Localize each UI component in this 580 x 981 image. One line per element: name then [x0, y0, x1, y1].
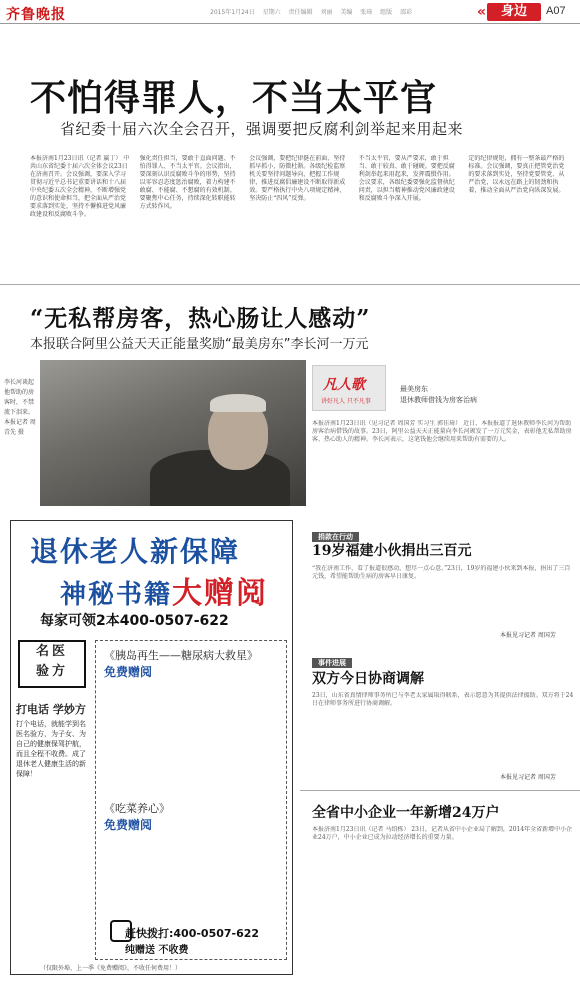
ad-phone-line: 每家可领2本400-0507-622	[40, 613, 229, 629]
newspaper-logo: 齐鲁晚报	[6, 7, 66, 23]
column-logo-slogan: 讲好凡人 只不凡事	[321, 398, 371, 405]
ad-title-2-pre: 神秘书籍	[60, 580, 173, 610]
section-label: « 身边	[487, 3, 541, 21]
ad-free-note: 纯赠送 不收费	[125, 945, 189, 956]
tag-wrapper-4	[312, 650, 352, 669]
ad-title-1: 退休老人新保障	[30, 535, 241, 568]
story4-body: 23日，山东省真情律师事务所已与李老太家属取得联系，表示愿意为其提供法律援助。双方将于24日在律师事务所进行协商调解。	[312, 692, 574, 707]
ad-book1-free: 免费赠阅	[104, 665, 153, 679]
label-story: 退休教师借钱为房客治病	[400, 396, 477, 404]
story5-body: 本报济南1月23日讯（记者 马绍栋） 23日，记者从省中小企业局了解到，2014年全省新增中小企业24万户，中小企业已成为拉动经济增长的重要力量。	[312, 826, 573, 841]
dateline: 2015年1月24日 星期六 责任编辑 刘丽 美编 张琦 组版 邵彩	[210, 9, 413, 16]
ad-book2-free: 免费赠阅	[104, 818, 153, 832]
subheadline-main: 省纪委十届六次全会召开，强调要把反腐利剑举起来用起来	[60, 120, 464, 138]
photo-caption: 李长河谈起他帮助的房客时，不禁流下泪来。本报记者 周青先 摄	[4, 379, 36, 436]
ad-tel: 赶快拨打:400-0507-622	[125, 927, 260, 940]
story1-body	[30, 155, 570, 273]
story1-col4: 不当太平官，要从严要求，敢于担当、敢于较真、敢于碰硬。要把反腐利剑举起来用起来，发挥震慑作用。会议要求，各级纪委要强化监督执纪问责，以担当精神推动党风廉政建设和反腐败斗争深入开展。	[358, 155, 455, 202]
tag-progress: 事件进展	[312, 658, 352, 668]
ad-coupon	[95, 640, 287, 960]
news-photo	[40, 360, 306, 506]
story1-col5: 定的纪律规矩，拥有一整条最严格的标准。会议强调，要真正把管党治党的要求落到实处，坚持党要管党、从严治党，以永远在路上的韧劲和执着，推动全面从严治党向纵深发展。	[468, 155, 565, 194]
divider-small	[300, 790, 580, 791]
divider	[0, 284, 580, 285]
story1-col2: 强化责任担当，要敢于直面问题、不怕得罪人、不当太平官。会议指出，要深刻认识反腐败斗争的形势，坚持以零容忍态度惩治腐败，着力构建不敢腐、不能腐、不想腐的有效机制。要聚焦中心任务，持续深化转职能转方式转作风。	[139, 155, 236, 210]
headline-smes: 全省中小企业一年新增24万户	[312, 805, 500, 821]
ad-footer: （仅限外埠，上一季《免费赠阅》，不收任何费用！）	[40, 965, 182, 972]
story2-body: 本报济南1月23日讯（见习记者 周国芳 实习生 郭佳琦） 近日，本报报道了退休教师李长河为帮助房客治病借钱的故事。23日，阿里公益天天正能量向李长河颁发了一万元奖金，表彰他无私帮助房客、热心助人的精神。李长河表示，这笔钱他会继续用来帮助有需要的人。	[312, 420, 572, 443]
headline-mediation: 双方今日协商调解	[312, 671, 424, 687]
column-logo	[312, 365, 386, 411]
byline-4: 本报见习记者 周国芳	[500, 774, 556, 781]
page-number: A07	[546, 5, 566, 17]
ad-sidebar-text: 打个电话，就能学到名医名验方，为子女、为自己的健康保驾护航，而且全程不收费。成了退休老人健康生活的新保障！	[16, 720, 86, 778]
ad-title-2-big: 大赠阅	[172, 576, 269, 611]
subheadline-second: 本报联合阿里公益天天正能量奖励“最美房东”李长河一万元	[30, 337, 369, 352]
story1-col3: 会议强调，要把纪律挺在前面，坚持抓早抓小，防微杜渐。各级纪检监察机关要坚持问题导向，把握工作规律，推进反腐倡廉建设不断取得新成效。要严格执行中央八项规定精神，坚决防止“四风”反弹。	[249, 155, 346, 202]
ad-sidebar-head: 打电话 学妙方	[16, 703, 86, 716]
column-logo-title: 凡人歌	[323, 377, 365, 393]
ad-title-2	[60, 568, 268, 612]
headline-donation: 19岁福建小伙捐出三百元	[312, 543, 472, 559]
story1-col1: 本报济南1月23日讯（记者 赢丁） 中共山东省纪委十届六次全体会议23日在济南召开。会议强调，要深入学习贯彻习近平总书记重要讲话和十八届中央纪委五次全会精神，不断增强党的意识和使命担当，把全面从严治党要求落到实处，坚持不懈推进党风廉政建设和反腐败斗争。	[30, 155, 130, 218]
ad-badge	[18, 640, 86, 688]
tag-donation: 捐款在行动	[312, 532, 359, 542]
byline-3: 本报见习记者 周国芳	[500, 632, 556, 639]
ad-badge-line2: 验方	[35, 664, 68, 679]
story3-body: “我在济南工作，看了报道很感动，想尽一点心意。”23日，19岁的福建小伙来到本报，捐出了三百元钱，希望能帮助生病的房客早日康复。	[312, 565, 571, 580]
label-landlord: 最美房东	[400, 385, 428, 393]
ad-badge-line1: 名医	[35, 644, 68, 659]
headline-main: 不怕得罪人，不当太平官	[30, 77, 438, 119]
ad-book1-title: 《胰岛再生——糖尿病大救星》	[104, 649, 258, 662]
headline-second: “无私帮房客，热心肠让人感动”	[30, 305, 371, 332]
ad-sidebar	[16, 705, 90, 779]
ad-book2-title: 《吃菜养心》	[104, 802, 170, 815]
